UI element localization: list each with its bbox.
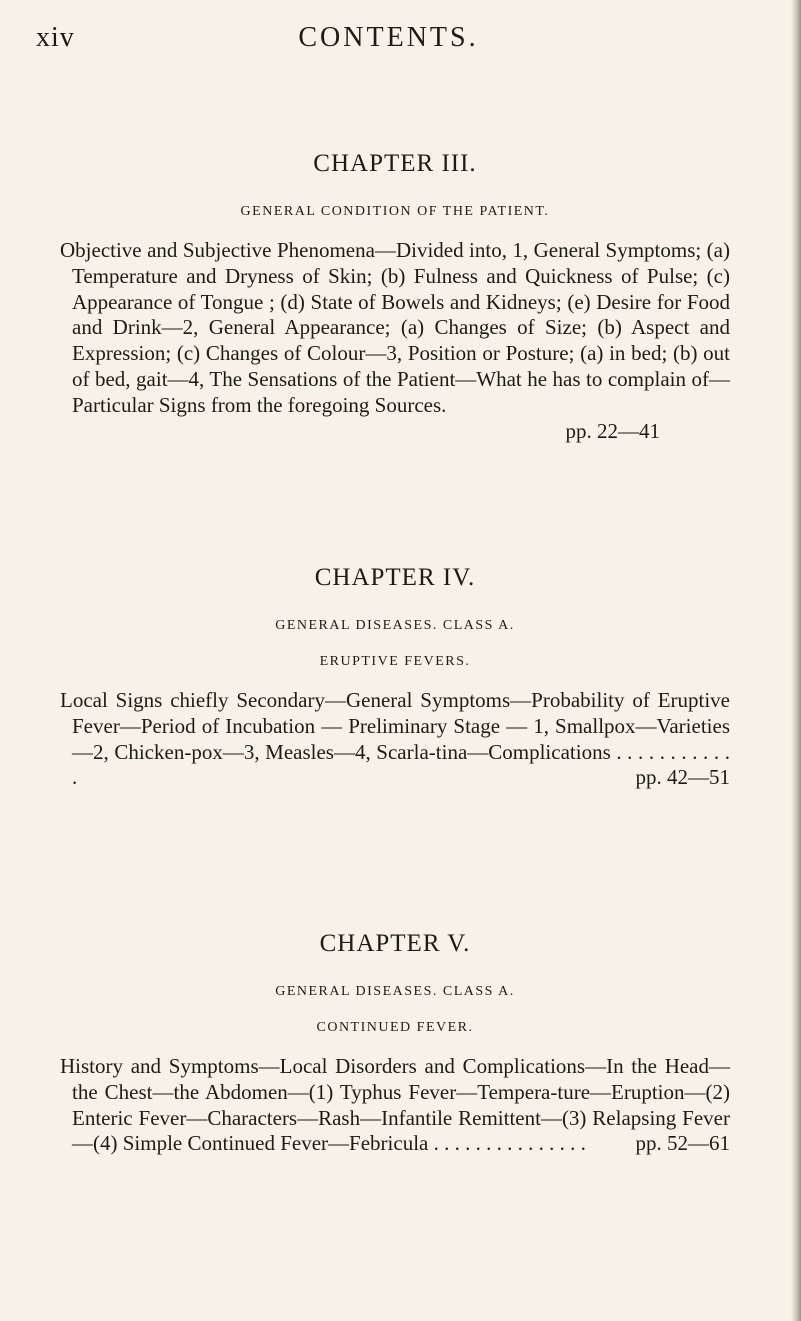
summary-text: Local Signs chiefly Secondary—General Symptoms—Probability of Eruptive Fever—Period of Incubation — Preliminary Stage — 1, Smallpox—Varieties—2, Chicken-pox—3, Measles—4, Scarla-tina—Complications . . . . . . . . . . . . [60, 688, 730, 790]
summary-text: History and Symptoms—Local Disorders and Complications—In the Head—the Chest—the Abdomen—(1) Typhus Fever—Tempera-ture—Eruption—(2) Enteric Fever—Characters—Rash—Infantile Remittent—(3) Relapsing Fever—(4) Simple Continued Fever—Febricula . . . . . . . . . . . . . . . [60, 1054, 730, 1156]
chapter-iii [60, 150, 730, 444]
chapter-summary [60, 238, 730, 444]
page-range: pp. 22—41 [565, 418, 660, 443]
summary-text: Objective and Subjective Phenomena—Divided into, 1, General Symptoms; (a) Temperature and Dryness of Skin; (b) Fulness and Quickness of Pulse; (c) Appearance of Tongue ; (d) State of Bowels and Kidneys; (e) Desire for Food and Drink—2, General Appearance; (a) Changes of Size; (b) Aspect and Expression; (c) Changes of Colour—3, Position or Posture; (a) in bed; (b) out of bed, gait—4, The Sensations of the Patient—What he has to complain of—Particular Signs from the foregoing Sources. [60, 238, 730, 417]
chapter-iv [60, 564, 730, 791]
chapter-subheading: GENERAL DISEASES. CLASS A. [275, 618, 515, 633]
chapter-v [60, 930, 730, 1157]
page-number: xiv [36, 22, 75, 53]
chapter-heading: CHAPTER III. [313, 150, 477, 177]
page-range: pp. 42—51 [635, 765, 730, 790]
chapter-summary [60, 1054, 730, 1157]
chapter-subheading: CONTINUED FEVER. [316, 1020, 474, 1035]
chapter-subheading: GENERAL DISEASES. CLASS A. [275, 984, 515, 999]
running-title: CONTENTS. [298, 22, 479, 53]
chapter-summary [60, 688, 730, 791]
chapter-heading: CHAPTER IV. [314, 564, 476, 591]
chapter-subheading: GENERAL CONDITION OF THE PATIENT. [240, 204, 550, 219]
chapter-subheading: ERUPTIVE FEVERS. [319, 654, 471, 669]
page-edge-shadow [791, 0, 801, 1321]
page-range: pp. 52—61 [635, 1131, 730, 1156]
running-head [36, 22, 741, 62]
chapter-heading: CHAPTER V. [319, 930, 471, 957]
